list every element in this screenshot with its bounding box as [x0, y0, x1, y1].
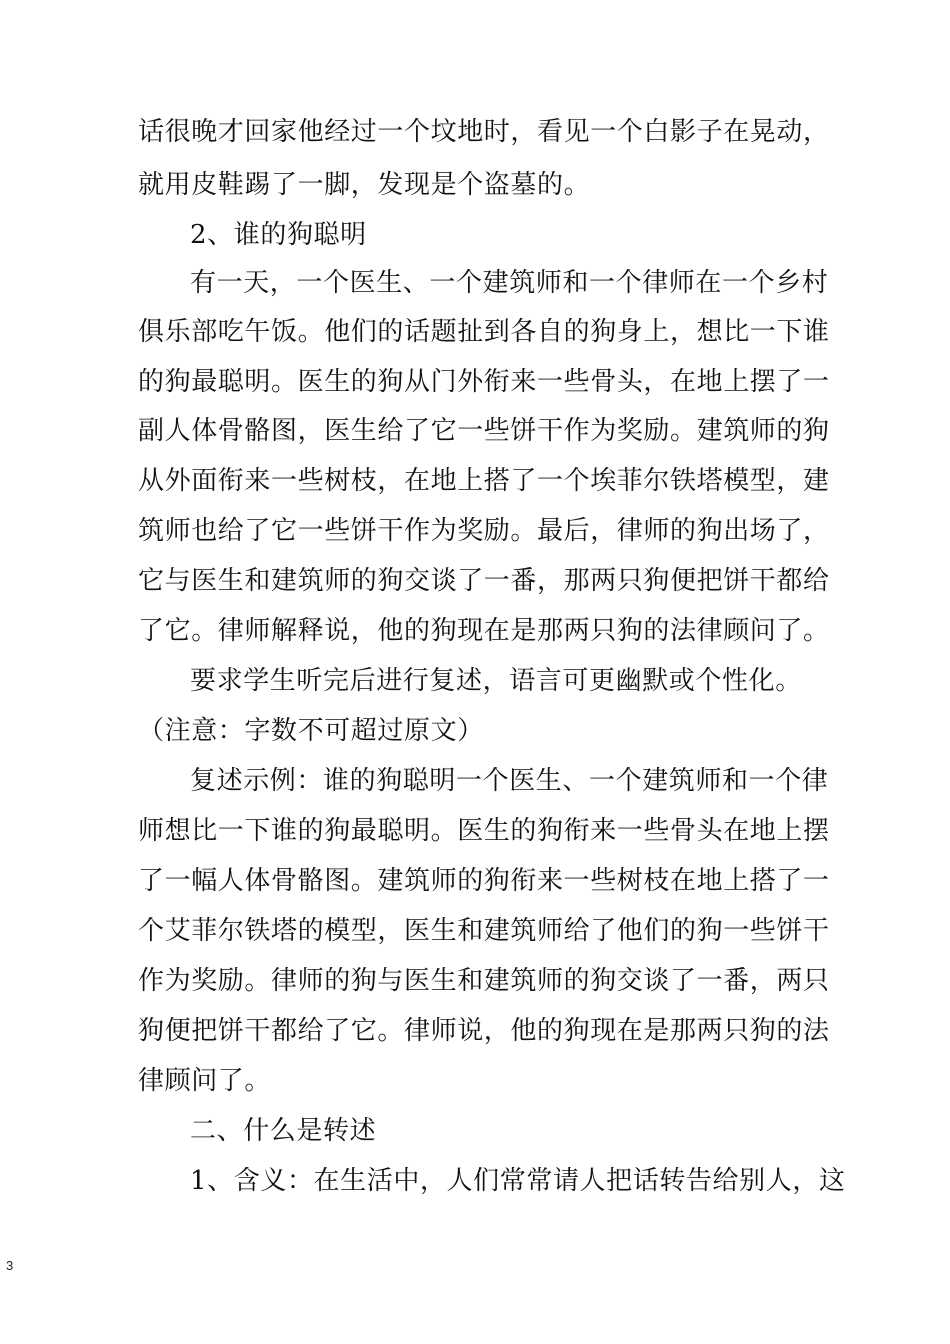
- text-line-15: 师想比一下谁的狗最聪明。医生的狗衔来一些骨头在地上摆: [138, 816, 830, 846]
- text-line-14: 复述示例：谁的狗聪明一个医生、一个建筑师和一个律: [190, 766, 829, 796]
- text-line-16: 了一幅人体骨骼图。建筑师的狗衔来一些树枝在地上搭了一: [138, 866, 830, 896]
- text-line-9: 筑师也给了它一些饼干作为奖励。最后，律师的狗出场了，: [138, 516, 830, 546]
- note-line: （注意：字数不可超过原文）: [138, 716, 484, 746]
- text-line-8: 从外面衔来一些树枝，在地上搭了一个埃菲尔铁塔模型，建: [138, 466, 830, 496]
- text-line-4: 有一天，一个医生、一个建筑师和一个律师在一个乡村: [190, 268, 829, 298]
- text-line-1: 话很晚才回家他经过一个坟地时，看见一个白影子在晃动，: [138, 117, 830, 147]
- text-line-22: 1、含义：在生活中，人们常常请人把话转告给别人，这: [190, 1166, 846, 1196]
- text-line-19: 狗便把饼干都给了它。律师说，他的狗现在是那两只狗的法: [138, 1016, 830, 1046]
- text-line-12: 要求学生听完后进行复述，语言可更幽默或个性化。: [190, 666, 802, 696]
- text-line-11: 了它。律师解释说，他的狗现在是那两只狗的法律顾问了。: [138, 616, 830, 646]
- text-line-17: 个艾菲尔铁塔的模型，医生和建筑师给了他们的狗一些饼干: [138, 916, 830, 946]
- text-line-10: 它与医生和建筑师的狗交谈了一番，那两只狗便把饼干都给: [138, 566, 830, 596]
- page-number: 3: [6, 1258, 14, 1273]
- section-heading: 2、谁的狗聪明: [190, 220, 367, 250]
- text-line-6: 的狗最聪明。医生的狗从门外衔来一些骨头，在地上摆了一: [138, 367, 830, 397]
- section-heading-2: 二、什么是转述: [190, 1116, 377, 1146]
- text-line-7: 副人体骨骼图，医生给了它一些饼干作为奖励。建筑师的狗: [138, 416, 830, 446]
- text-line-20: 律顾问了。: [138, 1066, 272, 1096]
- text-line-5: 俱乐部吃午饭。他们的话题扯到各自的狗身上，想比一下谁: [138, 317, 830, 347]
- text-line-2: 就用皮鞋踢了一脚，发现是个盗墓的。: [138, 170, 591, 200]
- text-line-18: 作为奖励。律师的狗与医生和建筑师的狗交谈了一番，两只: [138, 966, 830, 996]
